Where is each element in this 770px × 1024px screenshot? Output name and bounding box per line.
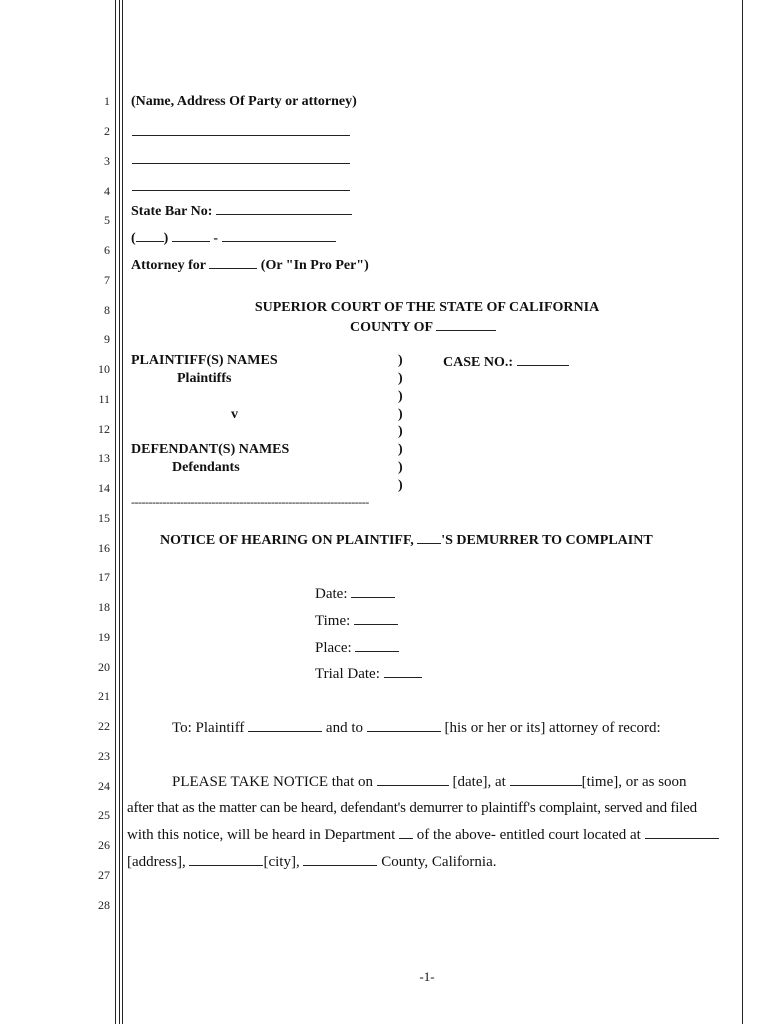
phone-row (131, 229, 336, 247)
time-or-soon-label: [time], or as soon (581, 774, 687, 790)
county-california-label: County, California. (381, 854, 497, 870)
hearing-date-row (315, 585, 395, 603)
line-number: 9 (104, 332, 110, 346)
defendants-label: Defendants (172, 460, 240, 475)
caption-paren: ) (398, 371, 403, 386)
state-bar-label: State Bar No: (131, 204, 213, 219)
line-number: 3 (104, 154, 110, 168)
versus-label: v (231, 407, 238, 422)
caption-paren: ) (398, 424, 403, 439)
line-number: 7 (104, 273, 110, 287)
court-location-field[interactable] (645, 826, 719, 839)
line-number: 10 (98, 362, 110, 376)
caption-paren: ) (398, 353, 403, 368)
paragraph-line-4 (127, 853, 496, 871)
line-number: 24 (98, 779, 110, 793)
caption-paren: ) (398, 442, 403, 457)
address-line-1[interactable] (132, 135, 350, 136)
hearing-date-field[interactable] (351, 585, 395, 598)
line-number: 5 (104, 213, 110, 227)
county-label: COUNTY OF (350, 320, 433, 335)
heard-in-department: with this notice, will be heard in Department (127, 827, 396, 843)
case-no-field[interactable] (517, 353, 569, 366)
address-label: [address], (127, 854, 186, 870)
line-number: 23 (98, 749, 110, 763)
in-pro-per-label: (Or "In Pro Per") (260, 258, 369, 273)
county-name-field[interactable] (303, 853, 377, 866)
phone-close-paren: ) (163, 231, 169, 246)
line-number: 2 (104, 124, 110, 138)
area-code-field[interactable] (136, 229, 164, 242)
attorney-for-row (131, 256, 369, 274)
address-line-3[interactable] (132, 190, 350, 191)
line-number: 11 (98, 392, 110, 406)
to-line (172, 719, 661, 737)
paragraph-line-1 (172, 773, 687, 791)
line-number: 16 (98, 541, 110, 555)
line-number: 1 (104, 94, 110, 108)
left-margin-line-inner (119, 0, 120, 1024)
phone-open-paren: ( (131, 231, 136, 246)
line-number: 17 (98, 570, 110, 584)
hearing-time-field[interactable] (354, 612, 398, 625)
paragraph-line-3 (127, 826, 719, 844)
phone-prefix-field[interactable] (172, 229, 210, 242)
right-margin-line (742, 0, 743, 1024)
notice-title-end: 'S DEMURRER TO COMPLAINT (441, 533, 653, 548)
address-line-2[interactable] (132, 163, 350, 164)
case-no-label: CASE NO.: (443, 355, 514, 370)
date-at-label: [date], at (452, 774, 506, 790)
line-number: 12 (98, 422, 110, 436)
hearing-date-label: Date: (315, 586, 348, 602)
court-located-at: of the above- entitled court located at (416, 827, 641, 843)
trial-date-field[interactable] (384, 665, 422, 678)
paragraph-line-2: after that as the matter can be heard, defendant's demurrer to plaintiff's complaint, served and filed (127, 800, 697, 816)
line-number: 27 (98, 868, 110, 882)
county-field[interactable] (436, 318, 496, 331)
hearing-place-field[interactable] (355, 639, 399, 652)
hearing-time-row (315, 612, 398, 630)
notice-title-start: NOTICE OF HEARING ON PLAINTIFF, (160, 533, 414, 548)
plaintiff-names: PLAINTIFF(S) NAMES (131, 353, 278, 368)
line-number: 19 (98, 630, 110, 644)
name-address-label: (Name, Address Of Party or attorney) (131, 94, 357, 109)
caption-paren: ) (398, 407, 403, 422)
hearing-place-label: Place: (315, 640, 352, 656)
left-margin-line-text (122, 0, 123, 1024)
left-margin-line-outer (115, 0, 116, 1024)
please-take-notice: PLEASE TAKE NOTICE that on (172, 774, 374, 790)
plaintiffs-label: Plaintiffs (177, 371, 232, 386)
line-number: 14 (98, 481, 110, 495)
to-plaintiff-field[interactable] (248, 719, 322, 732)
case-no-row (443, 353, 569, 371)
caption-paren: ) (398, 478, 403, 493)
notice-time-field[interactable] (510, 773, 582, 786)
to-plaintiff-label: To: Plaintiff (172, 720, 245, 736)
line-number: 21 (98, 689, 110, 703)
caption-divider: -------------------------------------------------------------------- (131, 495, 369, 509)
attorney-record-label: [his or her or its] attorney of record: (444, 720, 661, 736)
hearing-time-label: Time: (315, 613, 351, 629)
court-title: SUPERIOR COURT OF THE STATE OF CALIFORNIA (254, 300, 600, 315)
city-label: [city], (263, 854, 300, 870)
plaintiff-name-field[interactable] (417, 531, 441, 544)
trial-date-label: Trial Date: (315, 666, 380, 682)
defendant-names: DEFENDANT(S) NAMES (131, 442, 290, 457)
to-attorney-field[interactable] (367, 719, 441, 732)
attorney-for-label: Attorney for (131, 258, 206, 273)
line-number: 26 (98, 838, 110, 852)
phone-number-field[interactable] (222, 229, 336, 242)
line-number: 15 (98, 511, 110, 525)
line-number: 28 (98, 898, 110, 912)
and-to-label: and to (325, 720, 363, 736)
line-number: 25 (98, 808, 110, 822)
line-number: 8 (104, 303, 110, 317)
phone-dash: - (213, 231, 219, 246)
trial-date-row (315, 665, 422, 683)
state-bar-row (131, 202, 352, 220)
line-number: 20 (98, 660, 110, 674)
city-field[interactable] (189, 853, 263, 866)
caption-paren: ) (398, 460, 403, 475)
caption-paren: ) (398, 389, 403, 404)
line-number: 13 (98, 451, 110, 465)
attorney-for-field[interactable] (209, 256, 257, 269)
line-number: 4 (104, 184, 110, 198)
page-number: -1- (419, 969, 435, 984)
hearing-place-row (315, 639, 399, 657)
line-number: 18 (98, 600, 110, 614)
notice-date-field[interactable] (377, 773, 449, 786)
county-row (350, 318, 496, 336)
state-bar-field[interactable] (216, 202, 352, 215)
notice-title (160, 531, 653, 549)
department-field[interactable] (399, 826, 413, 839)
line-number: 6 (104, 243, 110, 257)
line-number: 22 (98, 719, 110, 733)
